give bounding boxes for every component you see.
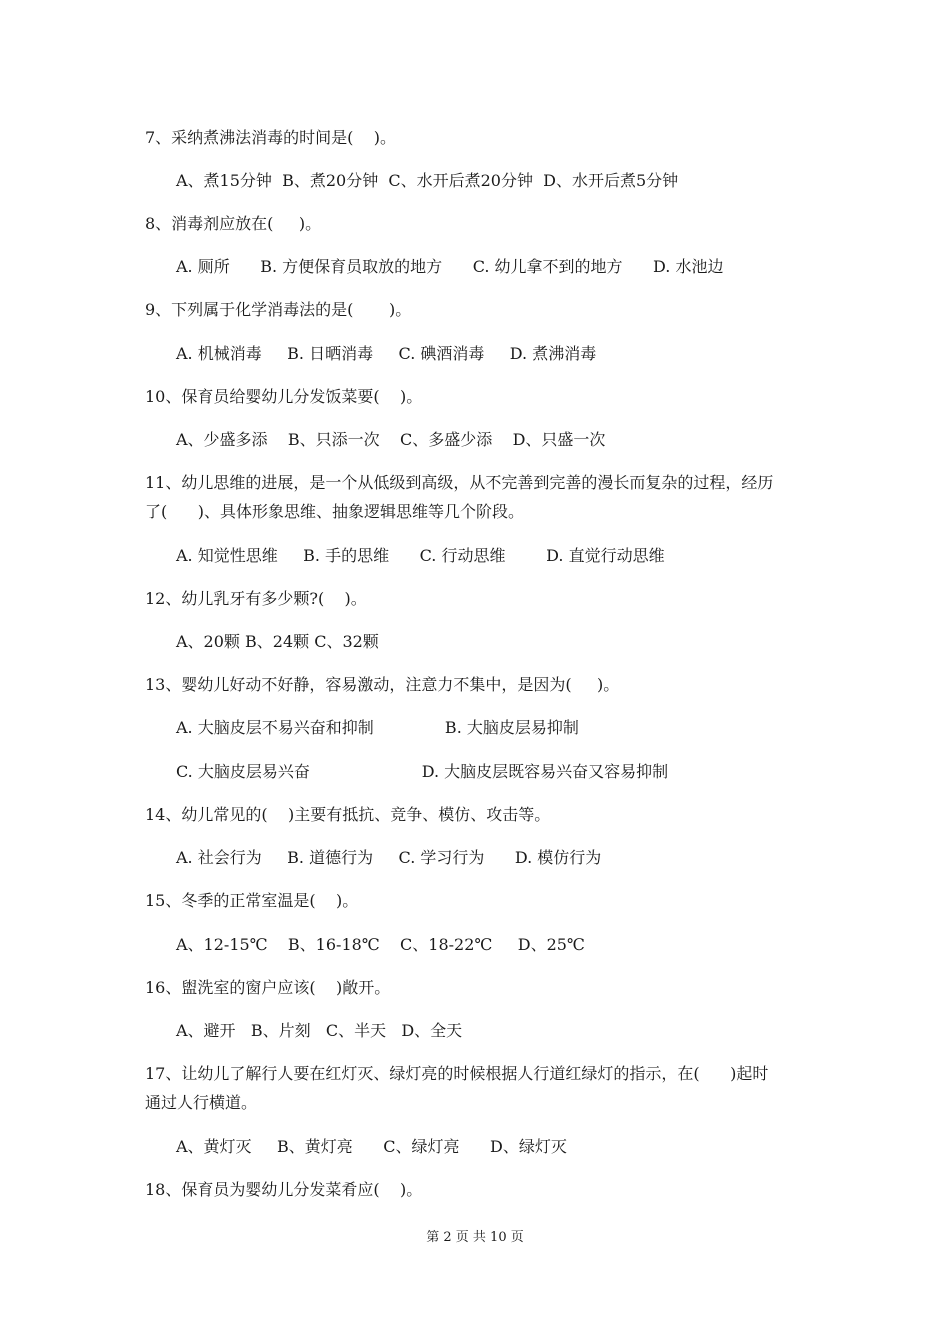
question-8-options: A. 厕所 B. 方便保育员取放的地方 C. 幼儿拿不到的地方 D. 水池边 — [176, 257, 724, 276]
question-11-stem-continued: 了( )、具体形象思维、抽象逻辑思维等几个阶段。 — [145, 502, 525, 521]
question-17-stem: 17、让幼儿了解行人要在红灯灭、绿灯亮的时候根据人行道红绿灯的指示，在( )起时 — [145, 1064, 769, 1083]
question-11-options: A. 知觉性思维 B. 手的思维 C. 行动思维 D. 直觉行动思维 — [176, 546, 665, 565]
question-7-stem: 7、采纳煮沸法消毒的时间是( )。 — [145, 128, 397, 147]
question-13-stem: 13、婴幼儿好动不好静，容易激动，注意力不集中，是因为( )。 — [145, 675, 620, 694]
question-13-options: A. 大脑皮层不易兴奋和抑制 B. 大脑皮层易抑制 — [176, 718, 579, 737]
question-14-options: A. 社会行为 B. 道德行为 C. 学习行为 D. 模仿行为 — [176, 848, 602, 867]
question-12-options: A、20颗 B、24颗 C、32颗 — [176, 632, 379, 651]
question-17-stem-continued: 通过人行横道。 — [145, 1093, 258, 1112]
question-10-options: A、少盛多添 B、只添一次 C、多盛少添 D、只盛一次 — [176, 430, 606, 449]
question-9-stem: 9、下列属于化学消毒法的是( )。 — [145, 300, 412, 319]
page-number-footer: 第 2 页 共 10 页 — [426, 1230, 524, 1245]
question-16-options: A、避开 B、片刻 C、半天 D、全天 — [176, 1021, 463, 1040]
question-12-stem: 12、幼儿乳牙有多少颗?( )。 — [145, 589, 367, 608]
question-8-stem: 8、消毒剂应放在( )。 — [145, 214, 322, 233]
question-14-stem: 14、幼儿常见的( )主要有抵抗、竞争、模仿、攻击等。 — [145, 805, 551, 824]
question-17-options: A、黄灯灭 B、黄灯亮 C、绿灯亮 D、绿灯灭 — [176, 1137, 567, 1156]
question-9-options: A. 机械消毒 B. 日晒消毒 C. 碘酒消毒 D. 煮沸消毒 — [176, 344, 597, 363]
question-13-options-continued: C. 大脑皮层易兴奋 D. 大脑皮层既容易兴奋又容易抑制 — [176, 762, 669, 781]
question-15-stem: 15、冬季的正常室温是( )。 — [145, 891, 359, 910]
question-10-stem: 10、保育员给婴幼儿分发饭菜要( )。 — [145, 387, 423, 406]
question-16-stem: 16、盥洗室的窗户应该( )敞开。 — [145, 978, 391, 997]
question-11-stem: 11、幼儿思维的进展，是一个从低级到高级，从不完善到完善的漫长而复杂的过程，经历 — [145, 473, 774, 492]
question-18-stem: 18、保育员为婴幼儿分发菜肴应( )。 — [145, 1180, 423, 1199]
question-15-options: A、12-15℃ B、16-18℃ C、18-22℃ D、25℃ — [176, 935, 585, 954]
question-7-options: A、煮15分钟 B、煮20分钟 C、水开后煮20分钟 D、水开后煮5分钟 — [176, 171, 679, 190]
